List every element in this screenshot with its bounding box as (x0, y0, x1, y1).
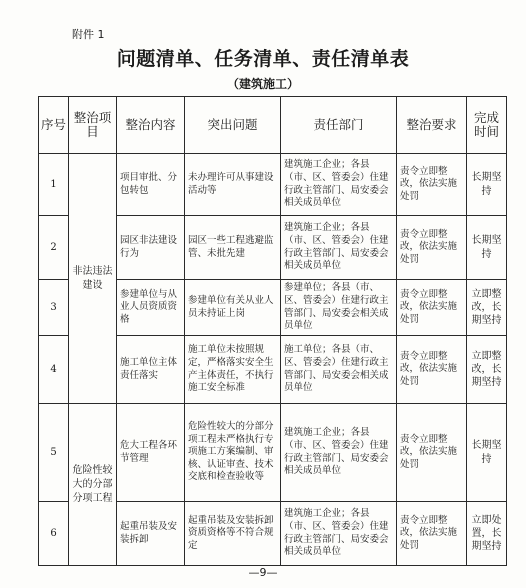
table-row (39, 154, 507, 216)
row-deadline: 立即整改，长期坚持 (467, 336, 507, 404)
row-seq: 6 (39, 502, 69, 566)
row-problem: 园区一些工程逃避监管、未批先建 (185, 216, 281, 280)
row-content: 项目审批、分包转包 (117, 154, 185, 216)
header-department: 责任部门 (281, 97, 397, 154)
header-deadline: 完成时间 (467, 97, 507, 154)
row-deadline: 长期坚持 (467, 404, 507, 502)
header-seq: 序号 (39, 97, 69, 154)
row-content: 危大工程各环节管理 (117, 404, 185, 502)
row-deadline: 长期坚持 (467, 154, 507, 216)
header-requirement: 整治要求 (397, 97, 467, 154)
row-seq: 5 (39, 404, 69, 502)
row-department: 建筑施工企业；各县（市、区、管委会）住建行政主管部门、局安委会相关成员单位 (281, 216, 397, 280)
row-deadline: 长期坚持 (467, 216, 507, 280)
row-department: 参建单位；各县（市、区、管委会）住建行政主管部门、局安委会相关成员单位 (281, 280, 397, 336)
row-requirement: 责令立即整改，依法实施处罚 (397, 216, 467, 280)
row-requirement: 责令立即整改，依法实施处罚 (397, 280, 467, 336)
attachment-label: 附件 1 (72, 28, 105, 41)
row-problem: 危险性较大的分部分项工程未严格执行专项施工方案编制、审核、认证审查、技术交底和检查验收等 (185, 404, 281, 502)
row-requirement: 责令立即整改，依法实施处罚 (397, 154, 467, 216)
category-illegal-construction: 非法违法建设 (69, 154, 117, 404)
row-problem: 未办理许可从事建设活动等 (185, 154, 281, 216)
category-dangerous-works: 危险性较大的分部分项工程 (69, 404, 117, 566)
header-item: 整治项目 (69, 97, 117, 154)
row-seq: 4 (39, 336, 69, 404)
row-content: 园区非法建设行为 (117, 216, 185, 280)
table-row (39, 404, 507, 502)
row-problem: 施工单位未按照规定，严格落实安全生产主体责任，不执行施工安全标准 (185, 336, 281, 404)
row-seq: 3 (39, 280, 69, 336)
row-requirement: 责令立即整改，依法实施处罚 (397, 336, 467, 404)
header-problem: 突出问题 (185, 97, 281, 154)
row-seq: 2 (39, 216, 69, 280)
row-deadline: 立即整改，长期坚持 (467, 280, 507, 336)
row-department: 建筑施工企业；各县（市、区、管委会）住建行政主管部门、局安委会相关成员单位 (281, 154, 397, 216)
header-content: 整治内容 (117, 97, 185, 154)
row-requirement: 责令立即整改，依法实施处罚 (397, 502, 467, 566)
row-requirement: 责令立即整改，依法实施处罚 (397, 404, 467, 502)
row-department: 建筑施工企业；各县（市、区、管委会）住建行政主管部门、局安委会相关成员单位 (281, 404, 397, 502)
page-subtitle: （建筑施工） (226, 77, 299, 91)
row-content: 参建单位与从业人员资质资格 (117, 280, 185, 336)
row-deadline: 立即处置，长期坚持 (467, 502, 507, 566)
page-number: —9— (248, 566, 278, 579)
row-department: 建筑施工企业；各县（市、区、管委会）住建行政主管部门、局安委会相关成员单位 (281, 502, 397, 566)
page-title: 问题清单、任务清单、责任清单表 (116, 48, 410, 70)
row-problem: 起重吊装及安装拆卸资质资格等不符合规定 (185, 502, 281, 566)
table-header-row (39, 97, 507, 154)
row-problem: 参建单位有关从业人员未持证上岗 (185, 280, 281, 336)
row-content: 起重吊装及安装拆卸 (117, 502, 185, 566)
row-department: 施工单位；各县（市、区、管委会）住建行政主管部门、局安委会相关成员单位 (281, 336, 397, 404)
checklist-table (38, 96, 507, 566)
row-content: 施工单位主体责任落实 (117, 336, 185, 404)
row-seq: 1 (39, 154, 69, 216)
